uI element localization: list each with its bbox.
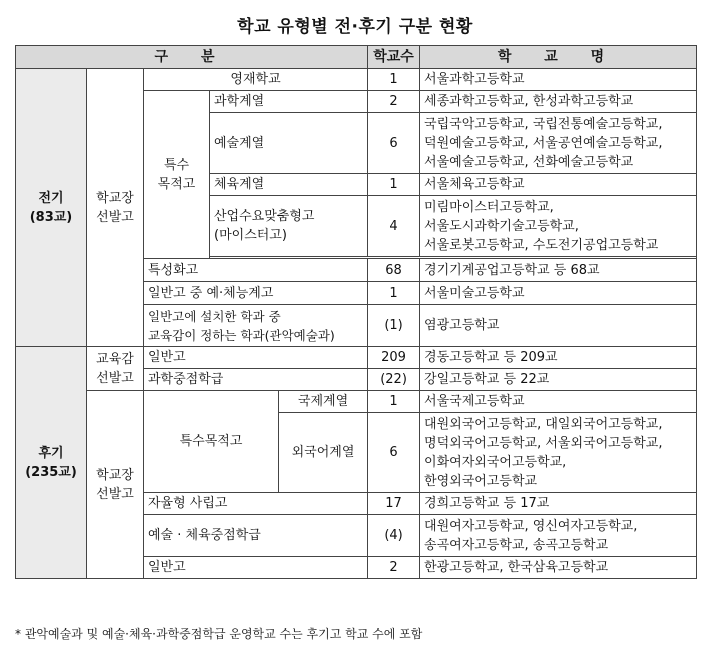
type-sports: 체육계열 xyxy=(210,174,368,196)
names-specialized: 경기기계공업고등학교 등 68교 xyxy=(420,259,697,282)
names-arts: 국립국악고등학교, 국립전통예술고등학교, 덕원예술고등학교, 서울공연예술고등학교, 서울예술고등학교, 선화예술고등학교 xyxy=(420,113,697,174)
type-general-dept: 일반고에 설치한 학과 중 교육감이 정하는 학과(관악예술과) xyxy=(144,305,368,347)
names-general: 경동고등학교 등 209교 xyxy=(420,347,697,369)
early-selection: 학교장 선발고 xyxy=(87,69,144,347)
table-row xyxy=(16,69,697,91)
count-specialized: 68 xyxy=(368,259,420,282)
late-superintendent-selection: 교육감 선발고 xyxy=(87,347,144,391)
type-arts: 예술계열 xyxy=(210,113,368,174)
count-meister: 4 xyxy=(368,196,420,257)
type-foreign-lang: 외국어계열 xyxy=(279,413,368,493)
late-special-purpose: 특수목적고 xyxy=(144,391,279,493)
names-general2: 한광고등학교, 한국삼육고등학교 xyxy=(420,557,697,579)
type-general-arts: 일반고 중 예·체능계고 xyxy=(144,282,368,305)
type-specialized: 특성화고 xyxy=(144,259,368,282)
table-row xyxy=(16,347,697,369)
count-international: 1 xyxy=(368,391,420,413)
type-international: 국제계열 xyxy=(279,391,368,413)
type-autonomous: 자율형 사립고 xyxy=(144,493,368,515)
count-general-dept: (1) xyxy=(368,305,420,347)
type-science: 과학계열 xyxy=(210,91,368,113)
early-label: 전기 xyxy=(38,190,64,206)
early-total: (83교) xyxy=(29,209,73,225)
names-international: 서울국제고등학교 xyxy=(420,391,697,413)
header-count: 학교수 xyxy=(368,46,420,69)
names-general-dept: 염광고등학교 xyxy=(420,305,697,347)
late-principal-selection: 학교장 선발고 xyxy=(87,391,144,579)
type-arts-sports-focus: 예술 · 체육중점학급 xyxy=(144,515,368,557)
type-gifted: 영재학교 xyxy=(144,69,368,91)
count-general-arts: 1 xyxy=(368,282,420,305)
late-group-cell xyxy=(16,347,87,579)
names-arts-sports-focus: 대원여자고등학교, 영신여자고등학교, 송곡여자고등학교, 송곡고등학교 xyxy=(420,515,697,557)
names-general-arts: 서울미술고등학교 xyxy=(420,282,697,305)
table-row xyxy=(16,391,697,413)
header-names: 학 교 명 xyxy=(420,46,697,69)
count-general2: 2 xyxy=(368,557,420,579)
names-science: 세종과학고등학교, 한성과학고등학교 xyxy=(420,91,697,113)
header-category: 구 분 xyxy=(16,46,368,69)
count-autonomous: 17 xyxy=(368,493,420,515)
count-arts-sports-focus: (4) xyxy=(368,515,420,557)
count-foreign-lang: 6 xyxy=(368,413,420,493)
count-gifted: 1 xyxy=(368,69,420,91)
header-row xyxy=(16,46,697,69)
names-science-focus: 강일고등학교 등 22교 xyxy=(420,369,697,391)
type-science-focus: 과학중점학급 xyxy=(144,369,368,391)
type-general2: 일반고 xyxy=(144,557,368,579)
school-type-table xyxy=(15,45,697,579)
names-autonomous: 경희고등학교 등 17교 xyxy=(420,493,697,515)
names-foreign-lang: 대원외국어고등학교, 대일외국어고등학교, 명덕외국어고등학교, 서울외국어고등학교, 이화여자외국어고등학교, 한영외국어고등학교 xyxy=(420,413,697,493)
early-group-cell xyxy=(16,69,87,347)
page-title: 학교 유형별 전·후기 구분 현황 xyxy=(237,17,473,37)
type-meister: 산업수요맞춤형고 (마이스터고) xyxy=(210,196,368,257)
count-sports: 1 xyxy=(368,174,420,196)
count-arts: 6 xyxy=(368,113,420,174)
count-science-focus: (22) xyxy=(368,369,420,391)
names-gifted: 서울과학고등학교 xyxy=(420,69,697,91)
type-general: 일반고 xyxy=(144,347,368,369)
names-sports: 서울체육고등학교 xyxy=(420,174,697,196)
names-meister: 미림마이스터고등학교, 서울도시과학기술고등학교, 서울로봇고등학교, 수도전기공업고등학교 xyxy=(420,196,697,257)
count-science: 2 xyxy=(368,91,420,113)
count-general: 209 xyxy=(368,347,420,369)
early-special-purpose: 특수 목적고 xyxy=(144,91,210,259)
late-label: 후기 xyxy=(38,445,64,461)
footnote: * 관악예술과 및 예술·체육·과학중점학급 운영학교 수는 후기고 학교 수에 포함 xyxy=(15,627,423,641)
late-total: (235교) xyxy=(25,464,77,480)
